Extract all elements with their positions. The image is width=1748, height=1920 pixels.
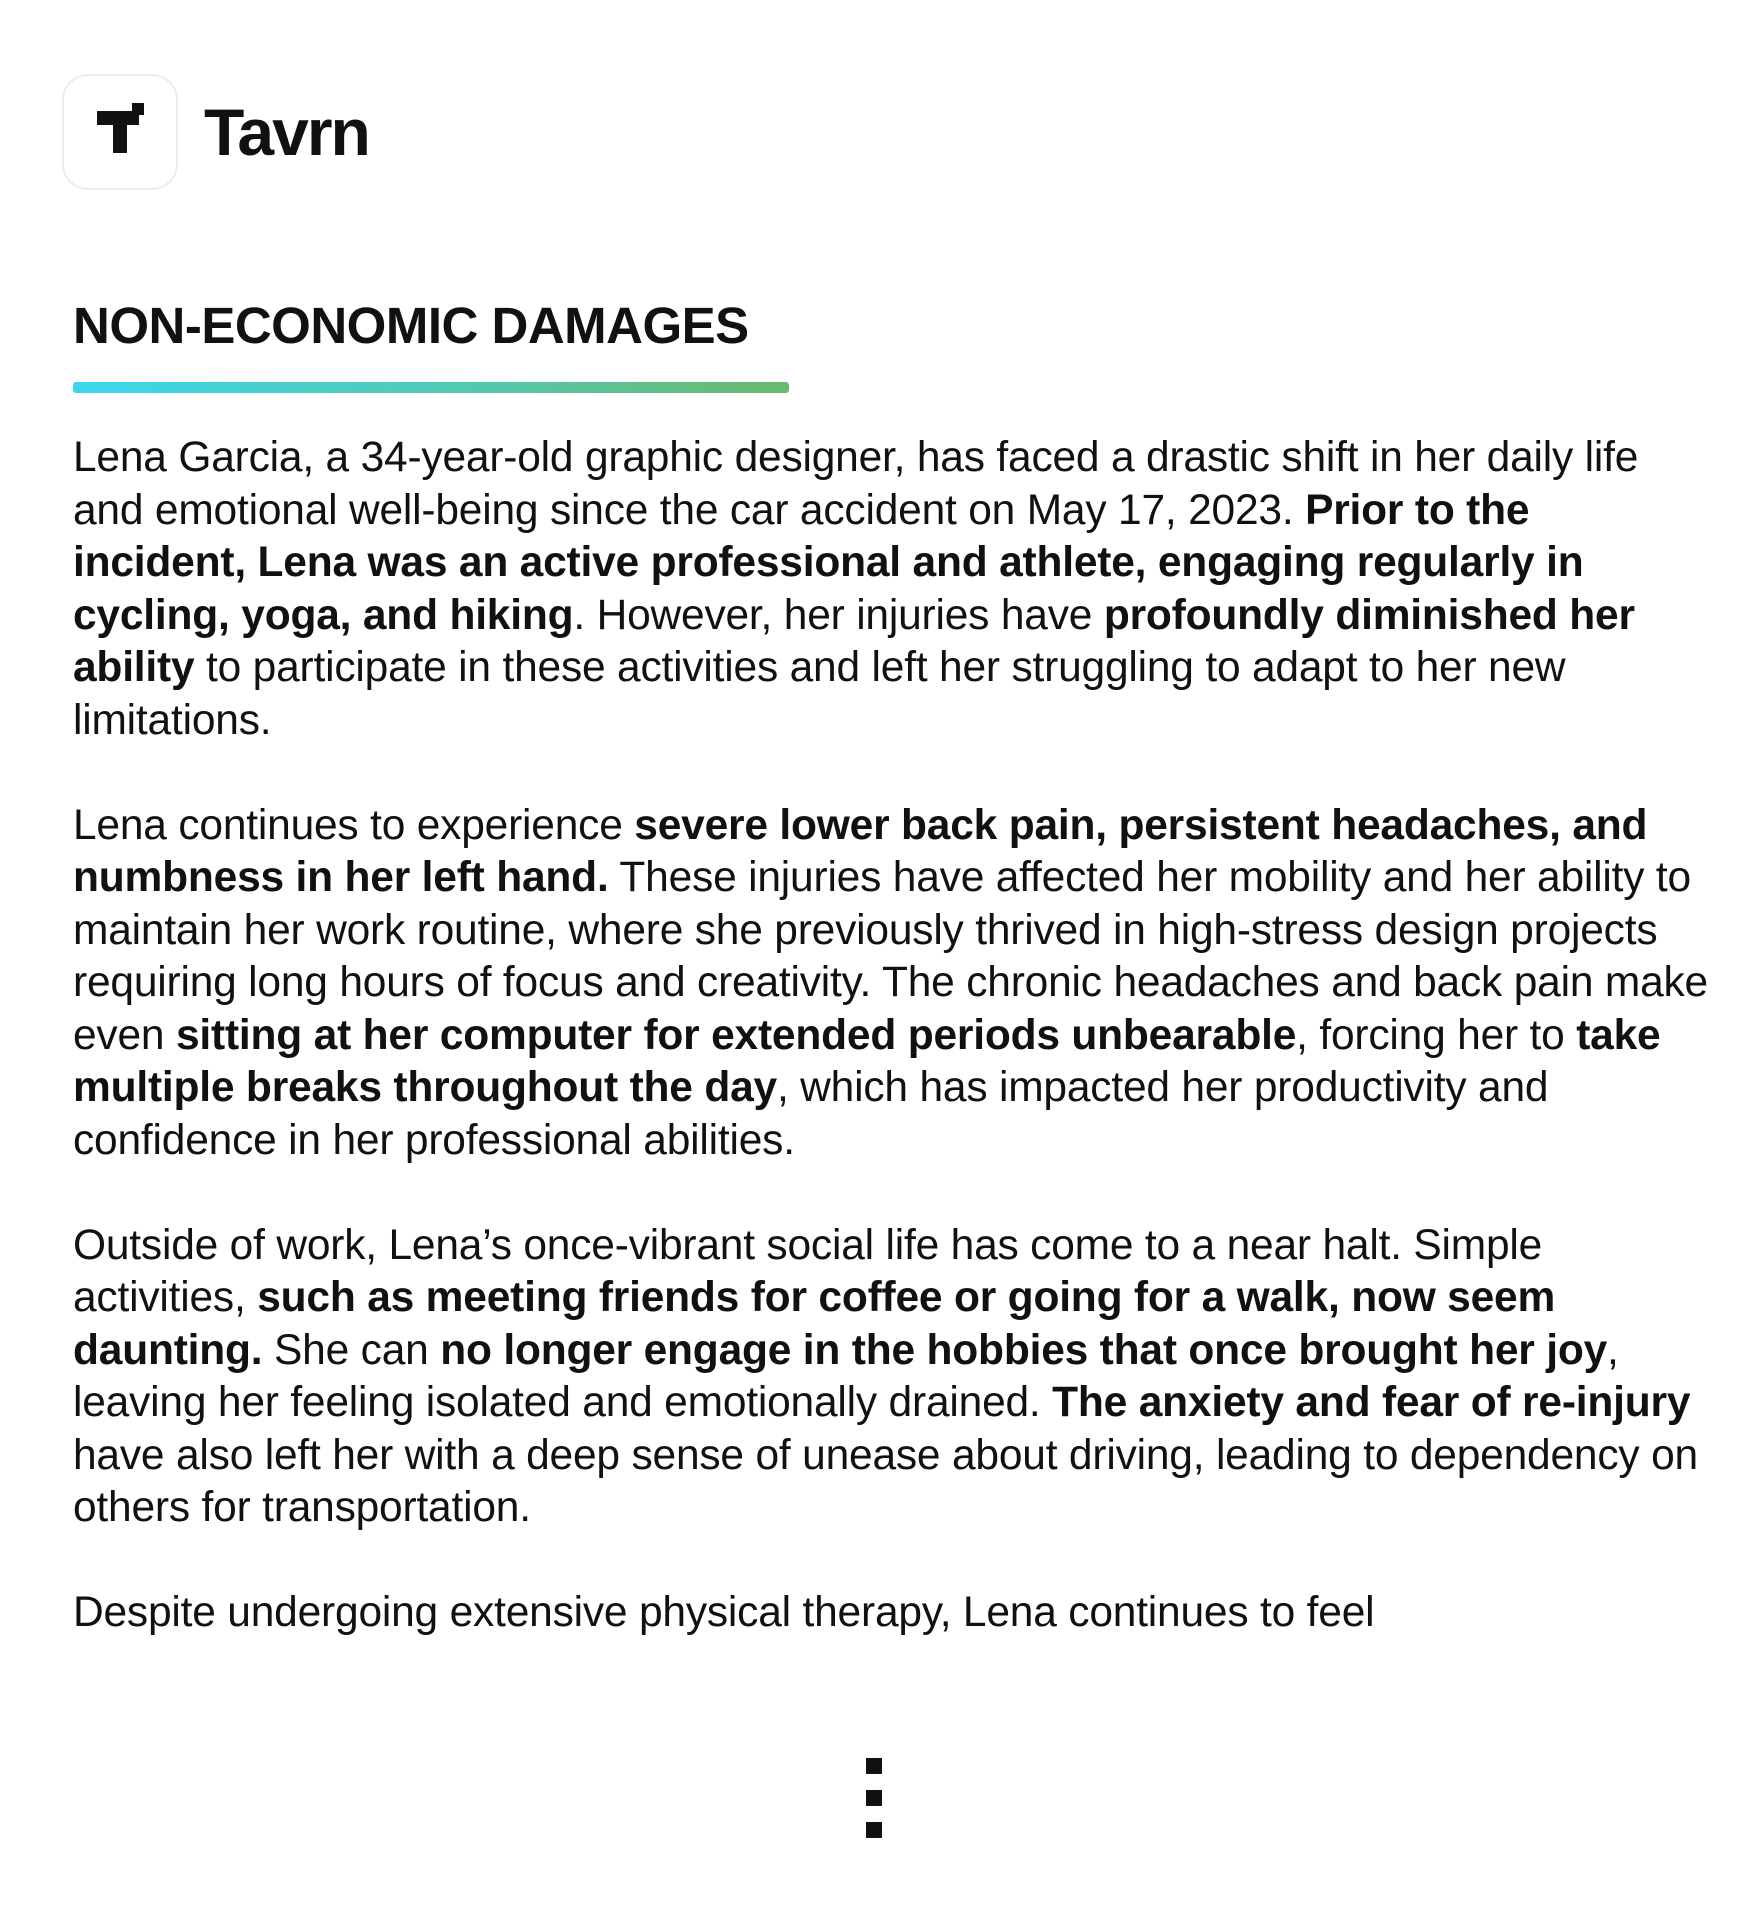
- emphasized-text: profoundly diminished her ability: [73, 591, 1635, 691]
- title-accent-underline: [73, 382, 789, 393]
- emphasized-text: severe lower back pain, persistent headaches, and numbness in her left hand.: [73, 801, 1648, 901]
- body-text-run: , which has impacted her productivity and confidence in her professional abilities.: [73, 1064, 1549, 1164]
- emphasized-text: no longer engage in the hobbies that once brought her joy: [440, 1326, 1608, 1374]
- brand-header: [62, 74, 369, 190]
- body-text-run: These injuries have affected her mobility and her ability to maintain her work routine, where she previously thrived in high-stress design projects requiring long hours of focus and creativity. The chronic headaches and back pain make even: [73, 854, 1708, 1059]
- body-text-run: Lena continues to experience: [73, 801, 635, 849]
- narrative-paragraph: [73, 432, 1713, 747]
- tavrn-t-logo-icon: [89, 101, 151, 163]
- body-text-run: She can: [262, 1326, 441, 1374]
- emphasized-text: The anxiety and fear of re-injury: [1052, 1379, 1691, 1426]
- body-text-run: , leaving her feeling isolated and emotionally drained.: [73, 1326, 1619, 1426]
- body-text-run: Lena Garcia, a 34-year-old graphic designer, has faced a drastic shift in her daily life and emotional well-being since the car accident on May 17, 2023.: [73, 434, 1639, 534]
- emphasized-text: sitting at her computer for extended periods unbearable: [175, 1011, 1297, 1059]
- damages-narrative: [73, 432, 1713, 1692]
- emphasized-text: Prior to the incident, Lena was an active professional and athlete, engaging regularly in cycling, yoga, and hiking: [73, 486, 1584, 639]
- emphasized-text: take multiple breaks throughout the day: [73, 1011, 1661, 1111]
- body-text-run: , forcing her to: [1296, 1011, 1577, 1059]
- narrative-paragraph: [73, 1587, 1713, 1640]
- narrative-paragraph: [73, 800, 1713, 1168]
- vertical-ellipsis-icon: [864, 1758, 884, 1854]
- narrative-paragraph: [73, 1220, 1713, 1535]
- emphasized-text: such as meeting friends for coffee or going for a walk, now seem daunting.: [73, 1274, 1556, 1374]
- body-text-run: have also left her with a deep sense of unease about driving, leading to dependency on others for transportation.: [73, 1431, 1698, 1531]
- body-text-run: Outside of work, Lena’s once-vibrant social life has come to a near halt. Simple activities,: [73, 1221, 1543, 1321]
- tavrn-logo: [62, 74, 178, 190]
- body-text-run: Despite undergoing extensive physical therapy, Lena continues to feel: [73, 1589, 1375, 1636]
- section-title: NON-ECONOMIC DAMAGES: [73, 297, 749, 354]
- body-text-run: to participate in these activities and left her struggling to adapt to her new limitations.: [73, 644, 1566, 744]
- brand-name: Tavrn: [204, 95, 369, 169]
- body-text-run: . However, her injuries have: [573, 591, 1104, 639]
